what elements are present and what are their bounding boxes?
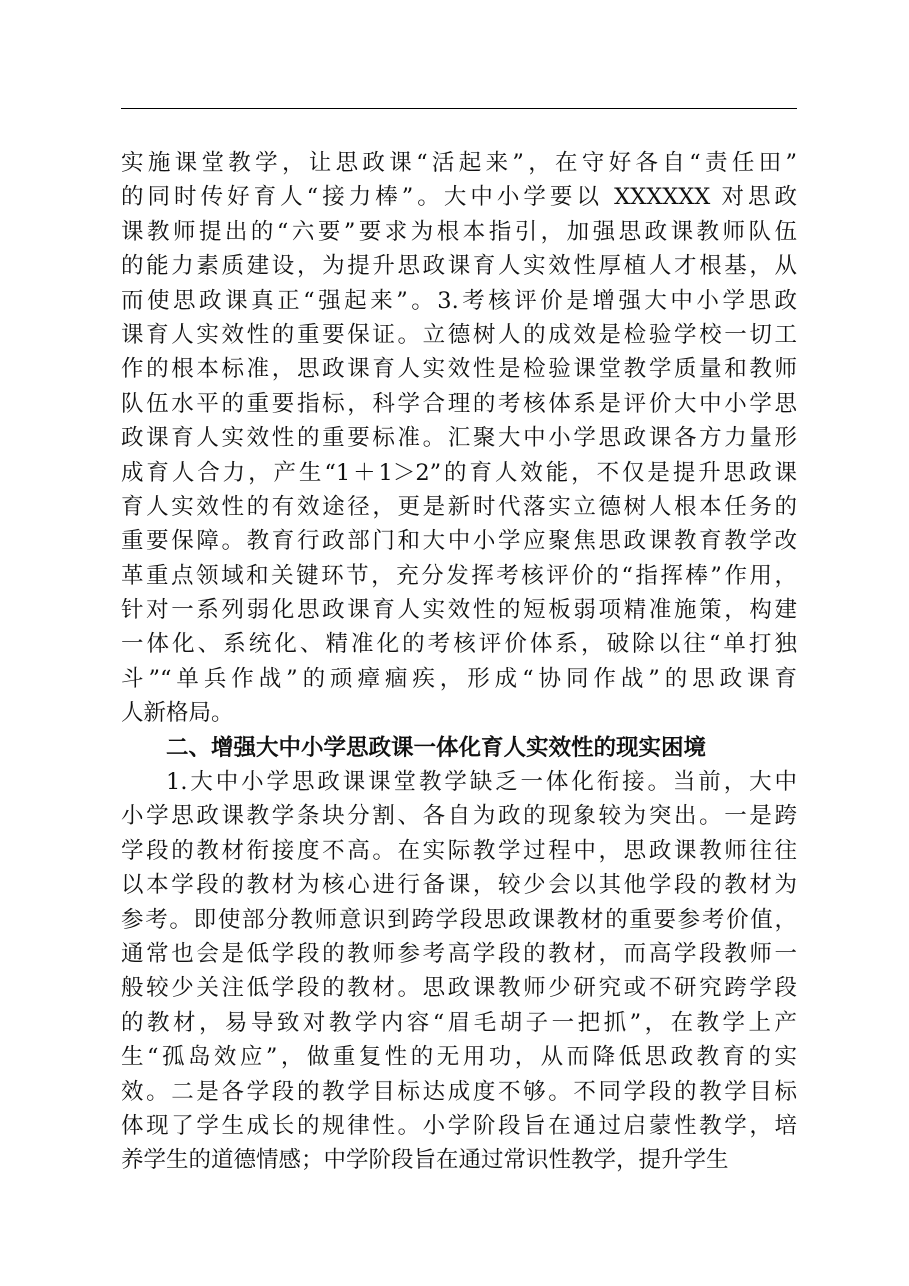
text-line: 实施课堂教学，让思政课“活起来”，在守好各自“责任田” bbox=[121, 150, 797, 176]
section-heading: 二、增强大中小学思政课一体化育人实效性的现实困境 bbox=[166, 734, 707, 761]
text-line: 养学生的道德情感；中学阶段旨在通过常识性教学，提升学生 bbox=[121, 1147, 729, 1174]
text-line: 课教师提出的“六要”要求为根本指引，加强思政课教师队伍 bbox=[121, 218, 797, 245]
text-line: 课育人实效性的重要保证。立德树人的成效是检验学校一切工 bbox=[121, 321, 797, 348]
text-line: 成育人合力，产生“1＋1＞2”的育人效能，不仅是提升思政课 bbox=[121, 459, 797, 486]
paragraph-2 bbox=[121, 765, 797, 1178]
text-line: 的能力素质建设，为提升思政课育人实效性厚植人才根基，从 bbox=[121, 253, 797, 280]
paragraph-1 bbox=[121, 146, 797, 731]
text-line: 生“孤岛效应”，做重复性的无用功，从而降低思政教育的实 bbox=[121, 1044, 797, 1071]
text-line: 般较少关注低学段的教材。思政课教师少研究或不研究跨学段 bbox=[121, 975, 797, 1002]
document-body bbox=[121, 146, 797, 1178]
text-line: 的同时传好育人“接力棒”。大中小学要以 XXXXXX 对思政 bbox=[121, 184, 797, 211]
text-line: 针对一系列弱化思政课育人实效性的短板弱项精准施策，构建 bbox=[121, 597, 797, 624]
text-line: 重要保障。教育行政部门和大中小学应聚焦思政课教育教学改 bbox=[121, 528, 797, 555]
text-line: 的教材，易导致对教学内容“眉毛胡子一把抓”，在教学上产 bbox=[121, 1009, 797, 1036]
text-line: 以本学段的教材为核心进行备课，较少会以其他学段的教材为 bbox=[121, 872, 797, 899]
text-line: 1.大中小学思政课课堂教学缺乏一体化衔接。当前，大中 bbox=[166, 769, 797, 796]
text-line: 政课育人实效性的重要标准。汇聚大中小学思政课各方力量形 bbox=[121, 425, 797, 452]
text-line: 革重点领域和关键环节，充分发挥考核评价的“指挥棒”作用， bbox=[121, 562, 797, 589]
text-line: 参考。即使部分教师意识到跨学段思政课教材的重要参考价值， bbox=[121, 906, 797, 933]
text-line: 育人实效性的有效途径，更是新时代落实立德树人根本任务的 bbox=[121, 493, 797, 520]
text-line: 而使思政课真正“强起来”。3.考核评价是增强大中小学思政 bbox=[121, 287, 797, 314]
text-line: 体现了学生成长的规律性。小学阶段旨在通过启蒙性教学，培 bbox=[121, 1112, 797, 1139]
header-rule bbox=[121, 108, 797, 109]
text-line: 学段的教材衔接度不高。在实际教学过程中，思政课教师往往 bbox=[121, 837, 797, 864]
text-line: 效。二是各学段的教学目标达成度不够。不同学段的教学目标 bbox=[121, 1078, 797, 1105]
text-line: 人新格局。 bbox=[121, 700, 234, 727]
text-line: 斗”“单兵作战”的顽瘴痼疾，形成“协同作战”的思政课育 bbox=[121, 665, 797, 692]
text-line: 小学思政课教学条块分割、各自为政的现象较为突出。一是跨 bbox=[121, 803, 797, 830]
text-line: 队伍水平的重要指标，科学合理的考核体系是评价大中小学思 bbox=[121, 390, 797, 417]
text-line: 作的根本标准，思政课育人实效性是检验课堂教学质量和教师 bbox=[121, 356, 797, 383]
text-line: 一体化、系统化、精准化的考核评价体系，破除以往“单打独 bbox=[121, 631, 797, 658]
text-line: 通常也会是低学段的教师参考高学段的教材，而高学段教师一 bbox=[121, 940, 797, 967]
